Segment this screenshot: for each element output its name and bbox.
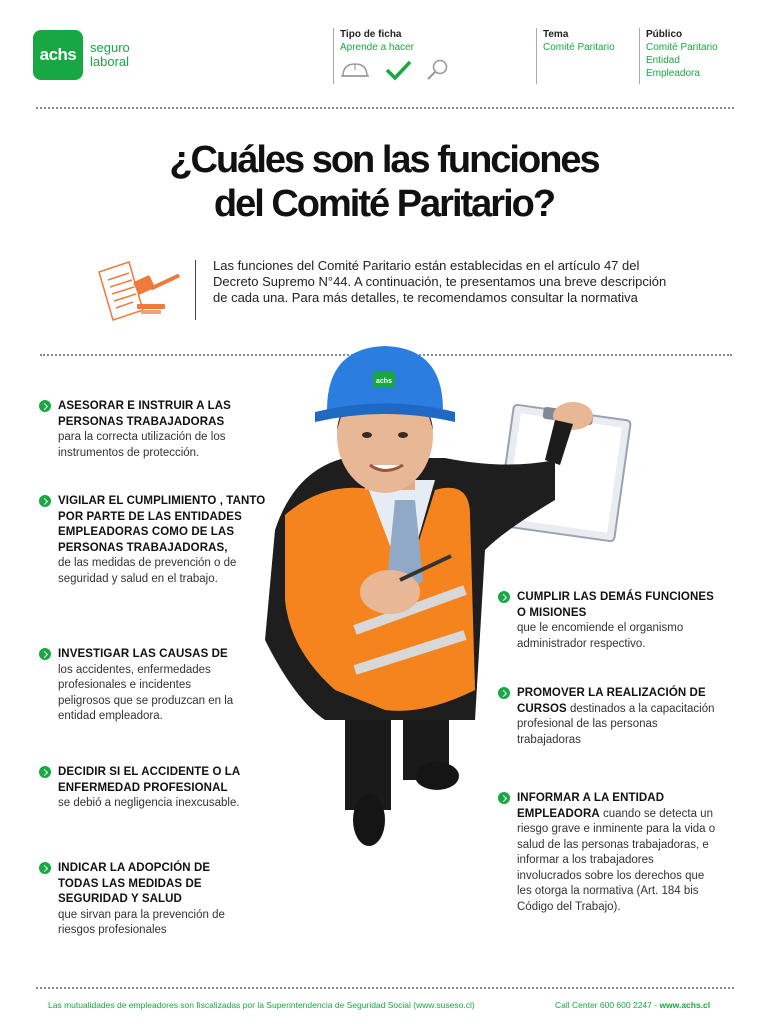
list-item bbox=[517, 686, 717, 748]
achs-logo[interactable] bbox=[33, 30, 83, 80]
chevron-bullet-icon bbox=[39, 495, 51, 507]
list-item bbox=[58, 765, 263, 812]
chevron-bullet-icon bbox=[498, 591, 510, 603]
website-link[interactable]: www.achs.cl bbox=[659, 1000, 711, 1010]
brand-line2: laboral bbox=[90, 54, 130, 69]
header-divider bbox=[536, 28, 537, 84]
header-divider bbox=[333, 28, 334, 84]
tipo-value: Aprende a hacer bbox=[340, 42, 414, 53]
bottom-divider bbox=[36, 987, 734, 989]
item-heading: DECIDIR SI EL ACCIDENTE O LA ENFERMEDAD PROFESIONAL bbox=[58, 766, 240, 794]
publico bbox=[646, 28, 718, 80]
list-item bbox=[517, 590, 717, 652]
tema-value: Comité Paritario bbox=[543, 42, 615, 53]
brand-line1: seguro bbox=[90, 40, 130, 55]
publico-value: Empleadora bbox=[646, 68, 700, 79]
publico-value: Entidad bbox=[646, 55, 680, 66]
item-body: para la correcta utilización de los instrumentos de protección. bbox=[58, 431, 226, 459]
page-title bbox=[0, 138, 768, 226]
intro-divider bbox=[195, 260, 196, 320]
item-heading: ASESORAR E INSTRUIR A LAS PERSONAS TRABAJADORAS bbox=[58, 400, 231, 428]
intro-text: Las funciones del Comité Paritario están establecidas en el artículo 47 del Decreto Supremo N°44. A continuación, te presentamos una breve descripción de cada una. Para más detalles, te recomendamos consultar la normativa bbox=[213, 258, 667, 305]
item-heading: VIGILAR EL CUMPLIMIENTO , TANTO POR PARTE DE LAS ENTIDADES EMPLEADORAS COMO DE LAS PERSONAS TRABAJADORAS, bbox=[58, 495, 266, 554]
footer-disclaimer: Las mutualidades de empleadores son fiscalizadas por la Superintendencia de Seguridad Social (www.suseso.cl) bbox=[48, 1000, 475, 1010]
chevron-bullet-icon bbox=[39, 648, 51, 660]
call-center-text: Call Center 600 600 2247 - bbox=[555, 1000, 660, 1010]
item-body: que sirvan para la prevención de riesgos profesionales bbox=[58, 908, 225, 936]
item-body: de las medidas de prevención o de seguridad y salud en el trabajo. bbox=[58, 557, 237, 585]
tipo-icons bbox=[340, 58, 450, 82]
chevron-bullet-icon bbox=[39, 766, 51, 778]
item-heading: INFORMAR A LA ENTIDAD EMPLEADORA bbox=[517, 792, 665, 820]
document-gavel-icon bbox=[95, 258, 185, 322]
chevron-bullet-icon bbox=[39, 862, 51, 874]
item-body: cuando se detecta un riesgo grave e inminente para la vida o salud de las personas trabajadoras, e informar a los trabajadores involucrados sobre los derechos que les otorga la normativa (Art. 184 bis Código del Trabajo). bbox=[517, 807, 716, 913]
magnifier-icon bbox=[426, 58, 450, 82]
list-item bbox=[58, 399, 258, 461]
chevron-bullet-icon bbox=[39, 400, 51, 412]
item-body: los accidentes, enfermedades profesionales e incidentes peligrosos que se produzcan en la entidad empleadora. bbox=[58, 663, 234, 722]
check-icon bbox=[384, 59, 412, 81]
publico-label: Público bbox=[646, 29, 683, 40]
top-divider bbox=[36, 107, 734, 109]
publico-value: Comité Paritario bbox=[646, 42, 718, 53]
hard-hat-icon bbox=[340, 59, 370, 81]
footer-contact bbox=[555, 1000, 710, 1010]
list-item bbox=[58, 861, 238, 939]
list-item bbox=[517, 791, 717, 915]
list-item bbox=[58, 494, 273, 587]
item-heading: INDICAR LA ADOPCIÓN DE TODAS LAS MEDIDAS DE SEGURIDAD Y SALUD bbox=[58, 862, 211, 905]
title-line1: ¿Cuáles son las funciones bbox=[169, 139, 599, 181]
helmet-logo: achs bbox=[376, 378, 392, 385]
header-divider bbox=[639, 28, 640, 84]
item-body: se debió a negligencia inexcusable. bbox=[58, 797, 240, 809]
item-heading: PROMOVER LA REALIZACIÓN DE CURSOS bbox=[517, 687, 706, 715]
logo-text: achs bbox=[39, 45, 77, 64]
item-heading: CUMPLIR LAS DEMÁS FUNCIONES O MISIONES bbox=[517, 591, 714, 619]
brand-tagline bbox=[90, 41, 130, 69]
chevron-bullet-icon bbox=[498, 687, 510, 699]
tipo-label: Tipo de ficha bbox=[340, 29, 402, 40]
item-body: que le encomiende el organismo administrador respectivo. bbox=[517, 622, 684, 650]
title-line2: del Comité Paritario? bbox=[213, 183, 555, 225]
list-item bbox=[58, 647, 243, 725]
tema-label: Tema bbox=[543, 29, 569, 40]
chevron-bullet-icon bbox=[498, 792, 510, 804]
item-heading: INVESTIGAR LAS CAUSAS DE bbox=[58, 648, 228, 660]
item-body: destinados a la capacitación profesional de las personas trabajadoras bbox=[517, 702, 715, 746]
tema bbox=[543, 28, 615, 54]
header bbox=[0, 0, 768, 100]
tipo-ficha bbox=[340, 28, 414, 54]
